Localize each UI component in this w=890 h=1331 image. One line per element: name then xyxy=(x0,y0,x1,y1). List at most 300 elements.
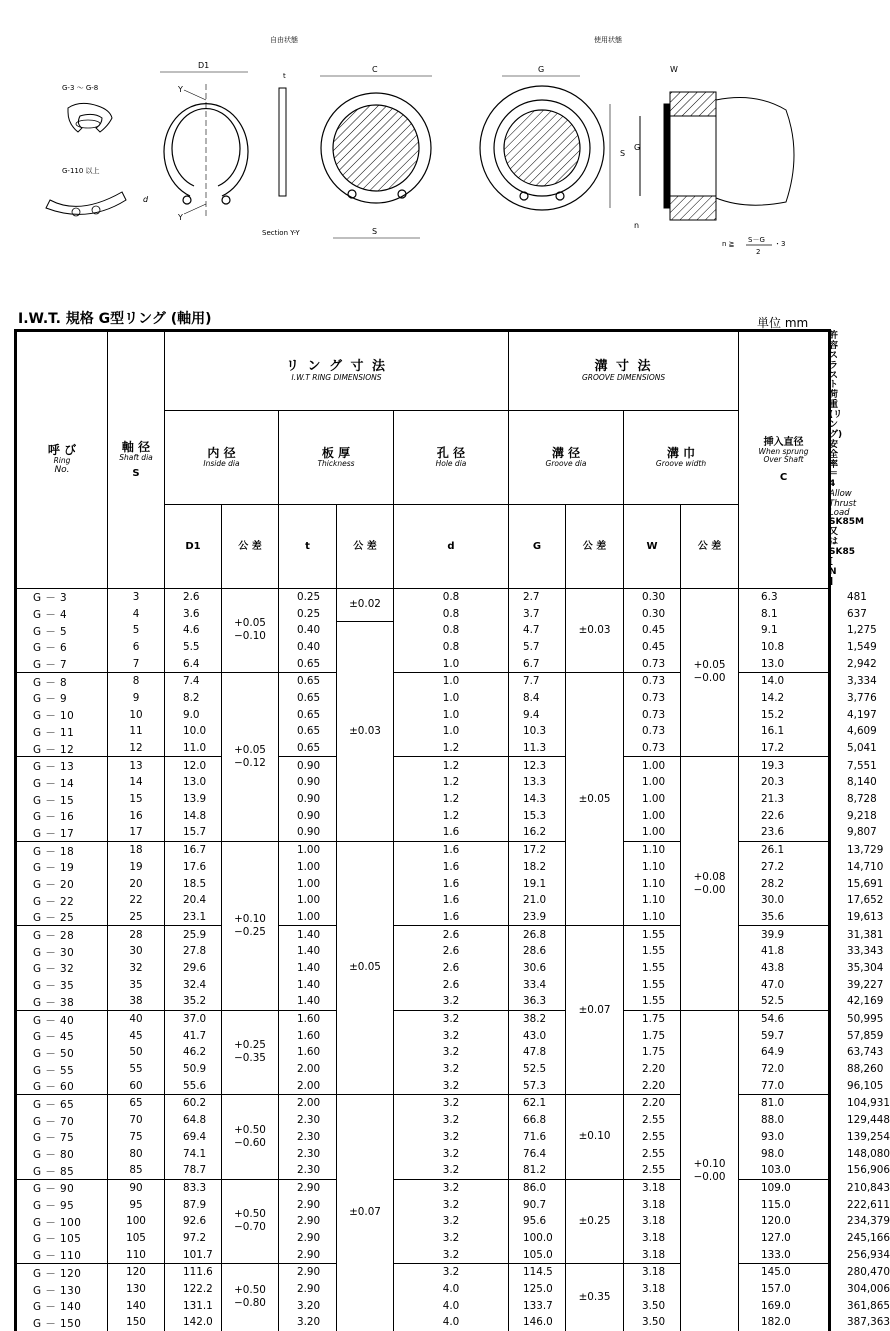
thickness: 0.40 xyxy=(279,622,337,639)
shaft-dia: 12 xyxy=(108,740,165,757)
groove-width: 3.18 xyxy=(624,1179,681,1196)
header-hole: 孔 径 Hole dia xyxy=(394,410,509,504)
ring-no: G － 80 xyxy=(17,1145,108,1162)
y-label-bottom: Y xyxy=(178,213,183,222)
ring-no: G － 20 xyxy=(17,875,108,892)
groove-dia: 8.4 xyxy=(509,690,566,707)
shaft-dia: 80 xyxy=(108,1145,165,1162)
groove-dia: 57.3 xyxy=(509,1077,566,1094)
inside-dia: 92.6 xyxy=(165,1213,222,1230)
ring-no: G － 28 xyxy=(17,926,108,943)
ring-no: G － 75 xyxy=(17,1129,108,1146)
inside-dia: 111.6 xyxy=(165,1264,222,1281)
thickness: 2.00 xyxy=(279,1077,337,1094)
insert-dia: 52.5 xyxy=(739,993,829,1010)
shaft-dia: 22 xyxy=(108,892,165,909)
hole-dia: 1.0 xyxy=(394,690,509,707)
groove-width: 1.55 xyxy=(624,943,681,960)
insert-dia: 16.1 xyxy=(739,723,829,740)
inside-dia: 35.2 xyxy=(165,993,222,1010)
shaft-dia: 3 xyxy=(108,588,165,605)
thickness: 2.00 xyxy=(279,1061,337,1078)
groove-dia: 9.4 xyxy=(509,706,566,723)
shaft-dia: 4 xyxy=(108,605,165,622)
groove-dia: 105.0 xyxy=(509,1246,566,1263)
t-tolerance-upper: ±0.05 xyxy=(349,961,381,974)
header-shaft: 軸 径 Shaft dia S xyxy=(108,332,165,589)
groove-dia: 47.8 xyxy=(509,1044,566,1061)
groove-dia: 17.2 xyxy=(509,841,566,858)
insert-dia: 22.6 xyxy=(739,807,829,824)
g-tolerance-upper: ±0.05 xyxy=(578,792,611,805)
header-d1: D1 xyxy=(165,504,222,588)
g-tolerance xyxy=(566,672,624,925)
ring-no: G － 70 xyxy=(17,1112,108,1129)
ring-no: G － 150 xyxy=(17,1314,108,1331)
groove-dia: 66.8 xyxy=(509,1112,566,1129)
insert-dia: 77.0 xyxy=(739,1077,829,1094)
hole-dia: 3.2 xyxy=(394,1112,509,1129)
hole-dia: 3.2 xyxy=(394,1264,509,1281)
hole-dia: 3.2 xyxy=(394,1027,509,1044)
thickness: 2.90 xyxy=(279,1179,337,1196)
shaft-dia: 120 xyxy=(108,1264,165,1281)
thickness: 1.40 xyxy=(279,943,337,960)
groove-dia: 43.0 xyxy=(509,1027,566,1044)
inside-dia: 87.9 xyxy=(165,1196,222,1213)
hole-dia: 1.0 xyxy=(394,706,509,723)
groove-dia: 26.8 xyxy=(509,926,566,943)
groove-dia: 21.0 xyxy=(509,892,566,909)
ring-spec-table: 呼 び Ring No. 軸 径 Shaft dia S リ ン グ 寸 法 I.W.T RING DIMENSIONS 溝 寸 法 GROOVE DIMENSIONS 挿入直径 When sprung Over Shaft C 許容スラスト 荷重(リング) 安全率＝4 Allow Thrust Load SK85M 又はSK85 [ N ] 内 径 Inside dia 板 厚 Thickness 孔 径 Hole dia 溝 径 Groove dia 溝 巾 Groove width D1 公 差 t 公 差 d G 公 差 W 公 差 G － 3 3 2.6 +0.05 −0.10 0.25 ±0.02 0.8 2.7 ±0.03 0.30 +0.05 −0.00 6.3 481 G － 4 4 3.6 0.25 0.8 3.7 0.30 8.1 637 G － 5 5 4.6 0.40 ±0.03 0.8 4.7 0.45 9.1 1,275 G － 6 6 5.5 0.40 0.8 5.7 0.45 10.8 1,549 G － 7 7 6.4 0.65 1.0 6.7 0.73 13.0 2,942 G － 8 8 7.4 +0.05 −0.12 0.65 1.0 7.7 ±0.05 0.73 14.0 3,334 G － 9 9 8.2 0.65 1.0 8.4 0.73 14.2 3,776 G － 10 10 9.0 0.65 1.0 9.4 0.73 15.2 4,197 G － 11 11 10.0 0.65 1.0 10.3 0.73 16.1 4,609 G － 12 12 11.0 0.65 1.2 11.3 0.73 17.2 5,041 G － 13 13 12.0 0.90 1.2 12.3 1.00 +0.08 −0.00 19.3 7,551 G － 14 14 13.0 0.90 1.2 13.3 1.00 20.3 8,140 G － 15 15 13.9 0.90 1.2 14.3 1.00 21.3 8,728 G － 16 16 14.8 0.90 1.2 15.3 1.00 22.6 9,218 G － 17 17 15.7 0.90 1.6 16.2 1.00 23.6 9,807 G － 18 18 16.7 +0.10 −0.25 1.00 ±0.05 1.6 17.2 1.10 26.1 13,729 G － 19 19 17.6 1.00 1.6 18.2 1.10 27.2 14,710 G － 20 20 18.5 1.00 1.6 19.1 1.10 28.2 15,691 G － 22 22 20.4 1.00 1.6 21.0 1.10 30.0 17,652 G － 25 25 23.1 1.00 1.6 23.9 1.10 35.6 19,613 G － 28 28 25.9 1.40 2.6 26.8 ±0.07 1.55 39.9 31,381 G － 30 30 27.8 1.40 2.6 28.6 1.55 41.8 33,343 G － 32 32 29.6 1.40 2.6 30.6 1.55 43.8 35,304 G － 35 35 32.4 1.40 2.6 33.4 1.55 47.0 39,227 G － 38 38 35.2 1.40 3.2 36.3 1.55 52.5 42,169 G － 40 40 37.0 +0.25 −0.35 1.60 3.2 38.2 1.75 +0.10 −0.00 54.6 50,995 G － 45 45 41.7 1.60 3.2 43.0 1.75 59.7 57,859 G － 50 50 46.2 1.60 3.2 47.8 1.75 64.9 63,743 G － 55 55 50.9 2.00 3.2 52.5 2.20 72.0 88,260 G － 60 60 55.6 2.00 3.2 57.3 2.20 77.0 96,105 G － 65 65 60.2 +0.50 −0.60 2.00 ±0.07 3.2 62.1 ±0.10 2.20 81.0 104,931 G － 70 70 64.8 2.30 3.2 66.8 2.55 88.0 129,448 G － 75 75 69.4 2.30 3.2 71.6 2.55 93.0 139,254 G － 80 80 74.1 2.30 3.2 76.4 2.55 98.0 148,080 G － 85 85 78.7 2.30 3.2 81.2 2.55 103.0 156,906 G － 90 90 83.3 +0.50 −0.70 2.90 3.2 86.0 ±0.25 3.18 109.0 210,843 G － 95 95 87.9 2.90 3.2 90.7 3.18 115.0 222,611 G － 100 100 92.6 2.90 3.2 95.6 3.18 120.0 234,379 G － 105 105 97.2 2.90 3.2 100.0 3.18 127.0 245,166 G － 110 110 101.7 2.90 3.2 105.0 3.18 133.0 256,934 G － 120 120 111.6 +0.50 −0.80 2.90 3.2 114.5 ±0.35 3.18 145.0 280,470 G － 130 130 122.2 2.90 4.0 125.0 3.18 157.0 304,006 G － 140 140 131.1 3.20 4.0 133.7 3.50 169.0 361,865 G － 150 150 142.0 3.20 4.0 146.0 3.50 182.0 387,363 xyxy=(16,331,829,1331)
inside-dia: 12.0 xyxy=(165,757,222,774)
groove-width: 3.18 xyxy=(624,1196,681,1213)
t-label: t xyxy=(283,72,286,80)
table-row: G － 50 50 46.2 1.60 3.2 47.8 1.75 64.9 63,743 xyxy=(17,1044,829,1061)
insert-dia: 28.2 xyxy=(739,875,829,892)
thickness: 1.60 xyxy=(279,1010,337,1027)
insert-dia: 88.0 xyxy=(739,1112,829,1129)
table-row: G － 38 38 35.2 1.40 3.2 36.3 1.55 52.5 42,169 xyxy=(17,993,829,1010)
inside-dia: 25.9 xyxy=(165,926,222,943)
t-tolerance xyxy=(337,588,394,622)
insert-dia: 6.3 xyxy=(739,588,829,605)
table-row: G － 100 100 92.6 2.90 3.2 95.6 3.18 120.0 234,379 xyxy=(17,1213,829,1230)
insert-dia: 64.9 xyxy=(739,1044,829,1061)
shaft-dia: 16 xyxy=(108,807,165,824)
groove-width: 3.50 xyxy=(624,1314,681,1331)
w-tolerance-lower: −0.00 xyxy=(693,1170,726,1183)
thickness: 1.00 xyxy=(279,892,337,909)
hole-dia: 0.8 xyxy=(394,588,509,605)
insert-dia: 14.2 xyxy=(739,690,829,707)
ring-no: G － 22 xyxy=(17,892,108,909)
d1-label: D1 xyxy=(198,61,210,70)
groove-width: 2.20 xyxy=(624,1095,681,1112)
g-tolerance-upper: ±0.35 xyxy=(578,1290,611,1303)
inside-dia: 69.4 xyxy=(165,1129,222,1146)
ring-no: G － 12 xyxy=(17,740,108,757)
d1-tolerance-lower: −0.10 xyxy=(234,630,266,643)
table-row: G － 55 55 50.9 2.00 3.2 52.5 2.20 72.0 88,260 xyxy=(17,1061,829,1078)
inside-dia: 8.2 xyxy=(165,690,222,707)
ring-no: G － 120 xyxy=(17,1264,108,1281)
thickness: 1.40 xyxy=(279,993,337,1010)
thickness: 1.00 xyxy=(279,909,337,926)
shaft-dia: 11 xyxy=(108,723,165,740)
ring-no: G － 5 xyxy=(17,622,108,639)
thickness: 0.65 xyxy=(279,723,337,740)
groove-dia: 14.3 xyxy=(509,791,566,808)
t-tolerance xyxy=(337,622,394,841)
groove-dia: 86.0 xyxy=(509,1179,566,1196)
hole-dia: 3.2 xyxy=(394,1010,509,1027)
groove-dia: 16.2 xyxy=(509,824,566,841)
inside-dia: 18.5 xyxy=(165,875,222,892)
inside-dia: 131.1 xyxy=(165,1297,222,1314)
ring-no: G － 4 xyxy=(17,605,108,622)
groove-dia: 33.4 xyxy=(509,976,566,993)
groove-dia: 36.3 xyxy=(509,993,566,1010)
ring-no: G － 130 xyxy=(17,1281,108,1298)
inside-dia: 55.6 xyxy=(165,1077,222,1094)
insert-dia: 26.1 xyxy=(739,841,829,858)
insert-dia: 17.2 xyxy=(739,740,829,757)
g-tolerance xyxy=(566,588,624,672)
groove-width: 0.73 xyxy=(624,706,681,723)
table-row: G － 18 18 16.7 +0.10 −0.25 1.00 ±0.05 1.6 17.2 1.10 26.1 13,729 xyxy=(17,841,829,858)
groove-dia: 146.0 xyxy=(509,1314,566,1331)
groove-dia: 95.6 xyxy=(509,1213,566,1230)
groove-width: 2.20 xyxy=(624,1077,681,1094)
thickness: 3.20 xyxy=(279,1297,337,1314)
d1-tolerance-lower: −0.60 xyxy=(234,1136,266,1149)
ring-no: G － 30 xyxy=(17,943,108,960)
hole-dia: 0.8 xyxy=(394,639,509,656)
insert-dia: 54.6 xyxy=(739,1010,829,1027)
inside-dia: 74.1 xyxy=(165,1145,222,1162)
shaft-dia: 140 xyxy=(108,1297,165,1314)
shaft-dia: 75 xyxy=(108,1129,165,1146)
insert-dia: 10.8 xyxy=(739,639,829,656)
table-row: G － 85 85 78.7 2.30 3.2 81.2 2.55 103.0 156,906 xyxy=(17,1162,829,1179)
table-row: G － 4 4 3.6 0.25 0.8 3.7 0.30 8.1 637 xyxy=(17,605,829,622)
table-row: G － 150 150 142.0 3.20 4.0 146.0 3.50 182.0 387,363 xyxy=(17,1314,829,1331)
shaft-dia: 38 xyxy=(108,993,165,1010)
t-tolerance-upper: ±0.03 xyxy=(349,725,381,738)
d1-tolerance xyxy=(222,1010,279,1094)
table-row: G － 35 35 32.4 1.40 2.6 33.4 1.55 47.0 39,227 xyxy=(17,976,829,993)
thickness: 0.65 xyxy=(279,672,337,689)
formula-den: 2 xyxy=(756,248,761,256)
hole-dia: 3.2 xyxy=(394,1077,509,1094)
hole-dia: 1.2 xyxy=(394,807,509,824)
inside-dia: 37.0 xyxy=(165,1010,222,1027)
groove-dia: 4.7 xyxy=(509,622,566,639)
shaft-dia: 65 xyxy=(108,1095,165,1112)
table-row: G － 10 10 9.0 0.65 1.0 9.4 0.73 15.2 4,197 xyxy=(17,706,829,723)
shaft-dia: 35 xyxy=(108,976,165,993)
table-row: G － 110 110 101.7 2.90 3.2 105.0 3.18 133.0 256,934 xyxy=(17,1246,829,1263)
thickness: 1.40 xyxy=(279,926,337,943)
w-tolerance xyxy=(681,1010,739,1331)
header-w-tol: 公 差 xyxy=(681,504,739,588)
insert-dia: 120.0 xyxy=(739,1213,829,1230)
table-title: I.W.T. 規格 G型リング (軸用) xyxy=(18,311,212,327)
g-tolerance xyxy=(566,1264,624,1331)
groove-width: 0.73 xyxy=(624,740,681,757)
ring-no: G － 9 xyxy=(17,690,108,707)
g-tolerance xyxy=(566,926,624,1095)
insert-dia: 21.3 xyxy=(739,791,829,808)
inside-dia: 11.0 xyxy=(165,740,222,757)
n-label: n xyxy=(634,221,640,230)
hole-dia: 3.2 xyxy=(394,1129,509,1146)
ring-no: G － 35 xyxy=(17,976,108,993)
groove-dia: 12.3 xyxy=(509,757,566,774)
thickness: 0.65 xyxy=(279,690,337,707)
groove-dia: 38.2 xyxy=(509,1010,566,1027)
groove-width: 3.18 xyxy=(624,1213,681,1230)
inside-dia: 41.7 xyxy=(165,1027,222,1044)
ring-no: G － 10 xyxy=(17,706,108,723)
table-row: G － 45 45 41.7 1.60 3.2 43.0 1.75 59.7 57,859 xyxy=(17,1027,829,1044)
hole-dia: 1.2 xyxy=(394,740,509,757)
ring-no: G － 8 xyxy=(17,672,108,689)
inside-dia: 14.8 xyxy=(165,807,222,824)
shaft-dia: 20 xyxy=(108,875,165,892)
shaft-dia: 7 xyxy=(108,655,165,672)
header-g: G xyxy=(509,504,566,588)
groove-width: 1.10 xyxy=(624,909,681,926)
groove-dia: 11.3 xyxy=(509,740,566,757)
hole-dia: 1.2 xyxy=(394,757,509,774)
d1-tolerance-lower: −0.25 xyxy=(234,925,266,938)
insert-dia: 27.2 xyxy=(739,859,829,876)
insert-dia: 182.0 xyxy=(739,1314,829,1331)
insert-dia: 47.0 xyxy=(739,976,829,993)
ring-no: G － 11 xyxy=(17,723,108,740)
header-insert: 挿入直径 When sprung Over Shaft C xyxy=(739,332,829,589)
groove-width: 0.30 xyxy=(624,605,681,622)
hole-dia: 4.0 xyxy=(394,1314,509,1331)
shaft-dia: 110 xyxy=(108,1246,165,1263)
g-label-2: G xyxy=(634,143,641,152)
s-label-2: S xyxy=(620,149,626,158)
header-groove-dims: 溝 寸 法 GROOVE DIMENSIONS xyxy=(509,332,739,411)
thickness: 2.30 xyxy=(279,1162,337,1179)
table-row: G － 75 75 69.4 2.30 3.2 71.6 2.55 93.0 139,254 xyxy=(17,1129,829,1146)
header-ring-dims: リ ン グ 寸 法 I.W.T RING DIMENSIONS xyxy=(165,332,509,411)
inside-dia: 97.2 xyxy=(165,1230,222,1247)
table-row: G － 14 14 13.0 0.90 1.2 13.3 1.00 20.3 8,140 xyxy=(17,774,829,791)
thickness: 0.65 xyxy=(279,740,337,757)
groove-dia: 30.6 xyxy=(509,960,566,977)
shaft-dia: 45 xyxy=(108,1027,165,1044)
unit-label: 単位 mm xyxy=(757,316,809,330)
thickness: 2.30 xyxy=(279,1112,337,1129)
groove-width: 1.10 xyxy=(624,875,681,892)
groove-width: 0.30 xyxy=(624,588,681,605)
insert-dia: 72.0 xyxy=(739,1061,829,1078)
hole-dia: 3.2 xyxy=(394,1145,509,1162)
thickness: 2.90 xyxy=(279,1264,337,1281)
table-row: G － 6 6 5.5 0.40 0.8 5.7 0.45 10.8 1,549 xyxy=(17,639,829,656)
groove-width: 1.00 xyxy=(624,774,681,791)
table-row: G － 11 11 10.0 0.65 1.0 10.3 0.73 16.1 4,609 xyxy=(17,723,829,740)
thickness: 3.20 xyxy=(279,1314,337,1331)
groove-dia: 6.7 xyxy=(509,655,566,672)
d1-tolerance-lower: −0.80 xyxy=(234,1297,266,1310)
hole-dia: 3.2 xyxy=(394,1246,509,1263)
g-tolerance xyxy=(566,1095,624,1179)
d1-tolerance xyxy=(222,1095,279,1179)
d1-tolerance xyxy=(222,588,279,672)
groove-dia: 76.4 xyxy=(509,1145,566,1162)
w-label: W xyxy=(670,65,678,74)
hole-dia: 2.6 xyxy=(394,943,509,960)
groove-width: 0.73 xyxy=(624,690,681,707)
groove-width: 0.73 xyxy=(624,655,681,672)
hole-dia: 1.0 xyxy=(394,723,509,740)
table-row: G － 17 17 15.7 0.90 1.6 16.2 1.00 23.6 9,807 xyxy=(17,824,829,841)
table-row: G － 19 19 17.6 1.00 1.6 18.2 1.10 27.2 14,710 xyxy=(17,859,829,876)
d1-tolerance-upper: +0.50 xyxy=(234,1123,266,1136)
d1-tolerance xyxy=(222,672,279,841)
table-row: G － 12 12 11.0 0.65 1.2 11.3 0.73 17.2 5,041 xyxy=(17,740,829,757)
inside-dia: 17.6 xyxy=(165,859,222,876)
table-row: G － 120 120 111.6 +0.50 −0.80 2.90 3.2 114.5 ±0.35 3.18 145.0 280,470 xyxy=(17,1264,829,1281)
g110-label: G-110 以上 xyxy=(62,167,100,175)
d1-tolerance-upper: +0.05 xyxy=(234,617,266,630)
w-tolerance-lower: −0.00 xyxy=(693,883,726,896)
used-state-label: 使用状態 xyxy=(594,36,622,44)
insert-dia: 98.0 xyxy=(739,1145,829,1162)
g3-g8-label: G-3 ～ G-8 xyxy=(62,84,99,92)
insert-dia: 14.0 xyxy=(739,672,829,689)
table-row: G － 7 7 6.4 0.65 1.0 6.7 0.73 13.0 2,942 xyxy=(17,655,829,672)
table-row: G － 30 30 27.8 1.40 2.6 28.6 1.55 41.8 33,343 xyxy=(17,943,829,960)
thickness: 1.00 xyxy=(279,841,337,858)
d1-tolerance-upper: +0.10 xyxy=(234,912,266,925)
hole-dia: 1.6 xyxy=(394,892,509,909)
thickness: 1.60 xyxy=(279,1044,337,1061)
ring-no: G － 60 xyxy=(17,1077,108,1094)
groove-dia: 81.2 xyxy=(509,1162,566,1179)
shaft-dia: 6 xyxy=(108,639,165,656)
hole-dia: 2.6 xyxy=(394,960,509,977)
ring-no: G － 95 xyxy=(17,1196,108,1213)
inside-dia: 4.6 xyxy=(165,622,222,639)
hole-dia: 1.6 xyxy=(394,909,509,926)
insert-dia: 20.3 xyxy=(739,774,829,791)
thickness: 0.65 xyxy=(279,706,337,723)
shaft-dia: 13 xyxy=(108,757,165,774)
shaft-dia: 25 xyxy=(108,909,165,926)
groove-width: 1.00 xyxy=(624,791,681,808)
table-row: G － 5 5 4.6 0.40 ±0.03 0.8 4.7 0.45 9.1 1,275 xyxy=(17,622,829,639)
shaft-dia: 32 xyxy=(108,960,165,977)
table-body xyxy=(17,588,890,1331)
groove-width: 2.55 xyxy=(624,1129,681,1146)
groove-dia: 71.6 xyxy=(509,1129,566,1146)
hole-dia: 3.2 xyxy=(394,1230,509,1247)
inside-dia: 50.9 xyxy=(165,1061,222,1078)
hole-dia: 3.2 xyxy=(394,1213,509,1230)
insert-dia: 15.2 xyxy=(739,706,829,723)
insert-dia: 81.0 xyxy=(739,1095,829,1112)
insert-dia: 9.1 xyxy=(739,622,829,639)
inside-dia: 13.0 xyxy=(165,774,222,791)
inside-dia: 16.7 xyxy=(165,841,222,858)
w-tolerance-upper: +0.08 xyxy=(693,870,726,883)
table-row: G － 13 13 12.0 0.90 1.2 12.3 1.00 +0.08 −0.00 19.3 7,551 xyxy=(17,757,829,774)
groove-width: 1.75 xyxy=(624,1044,681,1061)
groove-dia: 19.1 xyxy=(509,875,566,892)
groove-dia: 15.3 xyxy=(509,807,566,824)
groove-width: 0.45 xyxy=(624,622,681,639)
shaft-dia: 40 xyxy=(108,1010,165,1027)
inside-dia: 2.6 xyxy=(165,588,222,605)
thickness: 0.40 xyxy=(279,639,337,656)
shaft-dia: 55 xyxy=(108,1061,165,1078)
thickness: 0.90 xyxy=(279,757,337,774)
groove-dia: 114.5 xyxy=(509,1264,566,1281)
shaft-dia: 30 xyxy=(108,943,165,960)
g-tolerance-upper: ±0.03 xyxy=(578,623,611,636)
table-row: G － 80 80 74.1 2.30 3.2 76.4 2.55 98.0 148,080 xyxy=(17,1145,829,1162)
shaft-dia: 5 xyxy=(108,622,165,639)
d1-tolerance-upper: +0.50 xyxy=(234,1208,266,1221)
insert-dia: 109.0 xyxy=(739,1179,829,1196)
thickness: 1.40 xyxy=(279,976,337,993)
thickness: 0.25 xyxy=(279,588,337,605)
ring-no: G － 38 xyxy=(17,993,108,1010)
insert-dia: 41.8 xyxy=(739,943,829,960)
insert-dia: 43.8 xyxy=(739,960,829,977)
ring-drawings xyxy=(0,0,850,300)
groove-dia: 2.7 xyxy=(509,588,566,605)
inside-dia: 142.0 xyxy=(165,1314,222,1331)
groove-width: 3.18 xyxy=(624,1230,681,1247)
thickness: 2.90 xyxy=(279,1230,337,1247)
t-tolerance-upper: ±0.02 xyxy=(349,598,381,611)
header-g-tol: 公 差 xyxy=(566,504,624,588)
table-row: G － 40 40 37.0 +0.25 −0.35 1.60 3.2 38.2 1.75 +0.10 −0.00 54.6 50,995 xyxy=(17,1010,829,1027)
w-tolerance-upper: +0.05 xyxy=(693,659,726,672)
hole-dia: 0.8 xyxy=(394,622,509,639)
ring-no: G － 13 xyxy=(17,757,108,774)
thickness: 1.40 xyxy=(279,960,337,977)
hole-dia: 3.2 xyxy=(394,1095,509,1112)
insert-dia: 133.0 xyxy=(739,1246,829,1263)
ring-no: G － 17 xyxy=(17,824,108,841)
table-row: G － 140 140 131.1 3.20 4.0 133.7 3.50 169.0 361,865 xyxy=(17,1297,829,1314)
groove-dia: 18.2 xyxy=(509,859,566,876)
hole-dia: 1.0 xyxy=(394,672,509,689)
formula-tail: ・3 xyxy=(774,240,786,248)
groove-width: 1.00 xyxy=(624,807,681,824)
shaft-dia: 130 xyxy=(108,1281,165,1298)
d1-tolerance xyxy=(222,841,279,1010)
inside-dia: 13.9 xyxy=(165,791,222,808)
d1-tolerance-lower: −0.35 xyxy=(234,1052,266,1065)
groove-width: 2.20 xyxy=(624,1061,681,1078)
table-row: G － 32 32 29.6 1.40 2.6 30.6 1.55 43.8 35,304 xyxy=(17,960,829,977)
inside-dia: 46.2 xyxy=(165,1044,222,1061)
inside-dia: 60.2 xyxy=(165,1095,222,1112)
hole-dia: 1.6 xyxy=(394,841,509,858)
